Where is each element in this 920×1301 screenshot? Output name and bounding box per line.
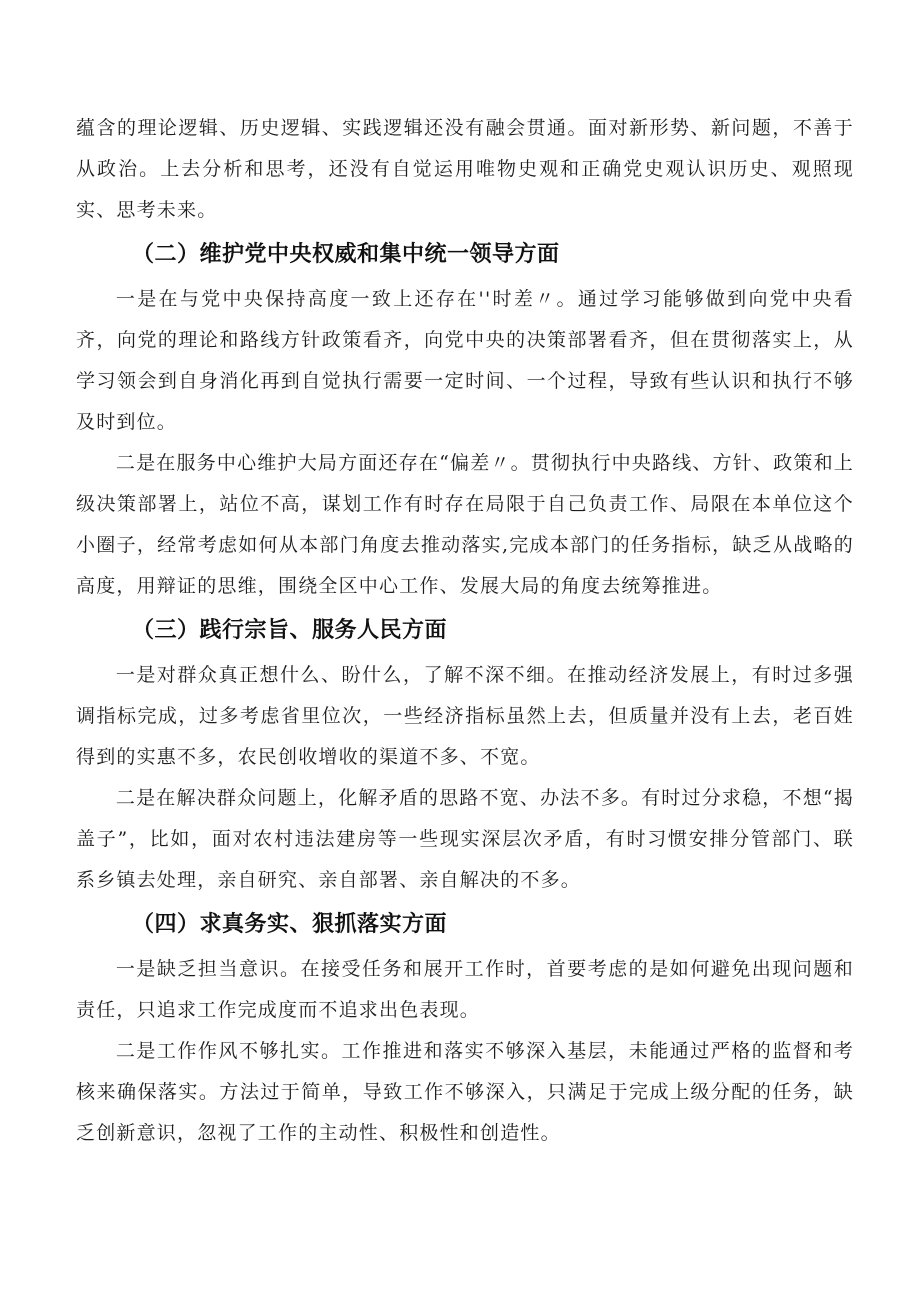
section-3-paragraph-1: 一是对群众真正想什么、盼什么，了解不深不细。在推动经济发展上，有时过多强调指标完成，过多考虑省里位次，一些经济指标虽然上去，但质量并没有上去，老百姓得到的实惠不多，农民创收增收的渠道不多、不宽。 [76, 664, 854, 768]
section-2-paragraph-1: 一是在与党中央保持高度一致上还存在''时差〃。通过学习能够做到向党中央看齐，向党的理论和路线方针政策看齐，向党中央的决策部署看齐，但在贯彻落实上，从学习领会到自身消化再到自觉执行需要一定时间、一个过程，导致有些认识和执行不够及时到位。 [76, 288, 854, 433]
section-4-paragraph-1: 一是缺乏担当意识。在接受任务和展开工作时，首要考虑的是如何避免出现问题和责任，只追求工作完成度而不追求出色表现。 [76, 958, 854, 1021]
section-heading-4: （四）求真务实、狠抓落实方面 [132, 912, 448, 937]
section-2-paragraph-2: 二是在服务中心维护大局方面还存在“偏差〃。贯彻执行中央路线、方针、政策和上级决策部署上，站位不高，谋划工作有时存在局限于自己负责工作、局限在本单位这个小圈子，经常考虑如何从本部门角度去推动落实,完成本部门的任务指标，缺乏从战略的高度，用辩证的思维，围绕全区中心工作、发展大局的角度去统筹推进。 [76, 452, 855, 597]
section-heading-2: （二）维护党中央权威和集中统一领导方面 [132, 242, 560, 267]
section-4-paragraph-2: 二是工作作风不够扎实。工作推进和落实不够深入基层，未能通过严格的监督和考核来确保落实。方法过于简单，导致工作不够深入，只满足于完成上级分配的任务，缺乏创新意识，忽视了工作的主动性、积极性和创造性。 [76, 1040, 854, 1144]
section-heading-3: （三）践行宗旨、服务人民方面 [132, 618, 448, 643]
section-3-paragraph-2: 二是在解决群众问题上，化解矛盾的思路不宽、办法不多。有时过分求稳，不想“揭盖子”，比如，面对农村违法建房等一些现实深层次矛盾，有时习惯安排分管部门、联系乡镇去处理，亲自研究、亲自部署、亲自解决的不多。 [76, 787, 855, 891]
intro-paragraph: 蕴含的理论逻辑、历史逻辑、实践逻辑还没有融会贯通。面对新形势、新问题，不善于从政治。上去分析和思考，还没有自觉运用唯物史观和正确党史观认识历史、观照现实、思考未来。 [76, 117, 854, 221]
